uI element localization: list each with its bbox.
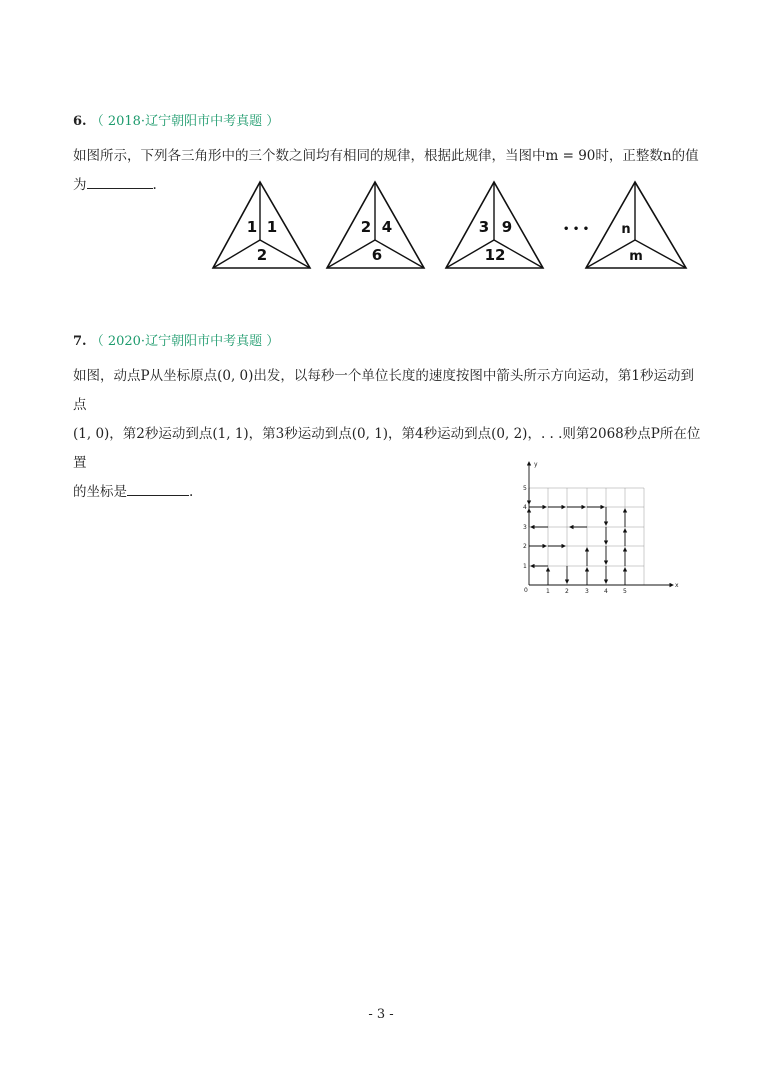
grid xyxy=(529,488,644,585)
y-tick-5: 5 xyxy=(523,485,527,492)
question-7-line2: (1, 0)，第2秒运动到点(1, 1)，第3秒运动到点(0, 1)，第4秒运动到点(0, 2)，. . .则第2068秒点P所在位置 xyxy=(73,426,701,471)
x-axis-label: x xyxy=(675,582,679,589)
line-prefix: 的坐标是 xyxy=(73,484,127,500)
question-source: （ 2020·辽宁朝阳市中考真题 ） xyxy=(90,334,280,349)
question-number: 6. xyxy=(73,114,87,129)
y-tick-2: 2 xyxy=(523,543,527,550)
triangle-1-bottom: 2 xyxy=(256,246,268,264)
triangle-1-right: 1 xyxy=(266,218,278,236)
x-tick-1: 1 xyxy=(546,588,550,595)
triangle-3 xyxy=(446,182,543,268)
page-number: - 3 - xyxy=(368,1007,394,1022)
line-suffix: . xyxy=(189,484,194,500)
question-6-header xyxy=(73,110,279,129)
triangle-2-right: 4 xyxy=(381,218,393,236)
triangle-2 xyxy=(327,182,424,268)
question-source: （ 2018·辽宁朝阳市中考真题 ） xyxy=(90,114,280,129)
y-tick-1: 1 xyxy=(523,563,527,570)
triangle-1-left: 1 xyxy=(246,218,258,236)
line-prefix: 为 xyxy=(73,177,87,193)
triangle-4 xyxy=(586,182,686,268)
triangle-2-bottom: 6 xyxy=(371,246,383,264)
triangle-4-m: m xyxy=(629,249,643,264)
line-suffix: . xyxy=(152,177,157,193)
motion-path-arrows xyxy=(529,488,625,585)
axes xyxy=(529,462,673,585)
y-axis-label: y xyxy=(534,461,538,468)
coordinate-path-figure xyxy=(515,458,685,598)
question-number: 7. xyxy=(73,334,87,349)
x-tick-5: 5 xyxy=(623,588,627,595)
y-tick-3: 3 xyxy=(523,524,527,531)
triangle-1 xyxy=(213,182,310,268)
triangle-2-left: 2 xyxy=(360,218,372,236)
triangle-4-n: n xyxy=(621,222,631,237)
x-tick-2: 2 xyxy=(565,588,569,595)
y-tick-4: 4 xyxy=(523,504,527,511)
x-tick-4: 4 xyxy=(604,588,608,595)
answer-blank xyxy=(87,174,153,189)
triangle-3-bottom: 12 xyxy=(484,246,506,264)
answer-blank xyxy=(127,481,189,496)
triangle-3-right: 9 xyxy=(501,218,513,236)
x-tick-3: 3 xyxy=(585,588,589,595)
question-6-line1: 如图所示，下列各三角形中的三个数之间均有相同的规律，根据此规律，当图中m = 90时，正整数n的值 xyxy=(73,148,699,164)
ellipsis-dots: • • • xyxy=(563,224,590,235)
triangle-pattern-figure xyxy=(210,178,690,274)
question-7-line1: 如图，动点P从坐标原点(0, 0)出发，以每秒一个单位长度的速度按图中箭头所示方向运动，第1秒运动到点 xyxy=(73,368,694,413)
question-7-header xyxy=(73,330,279,349)
origin-label: 0 xyxy=(524,587,528,594)
triangle-3-left: 3 xyxy=(478,218,490,236)
